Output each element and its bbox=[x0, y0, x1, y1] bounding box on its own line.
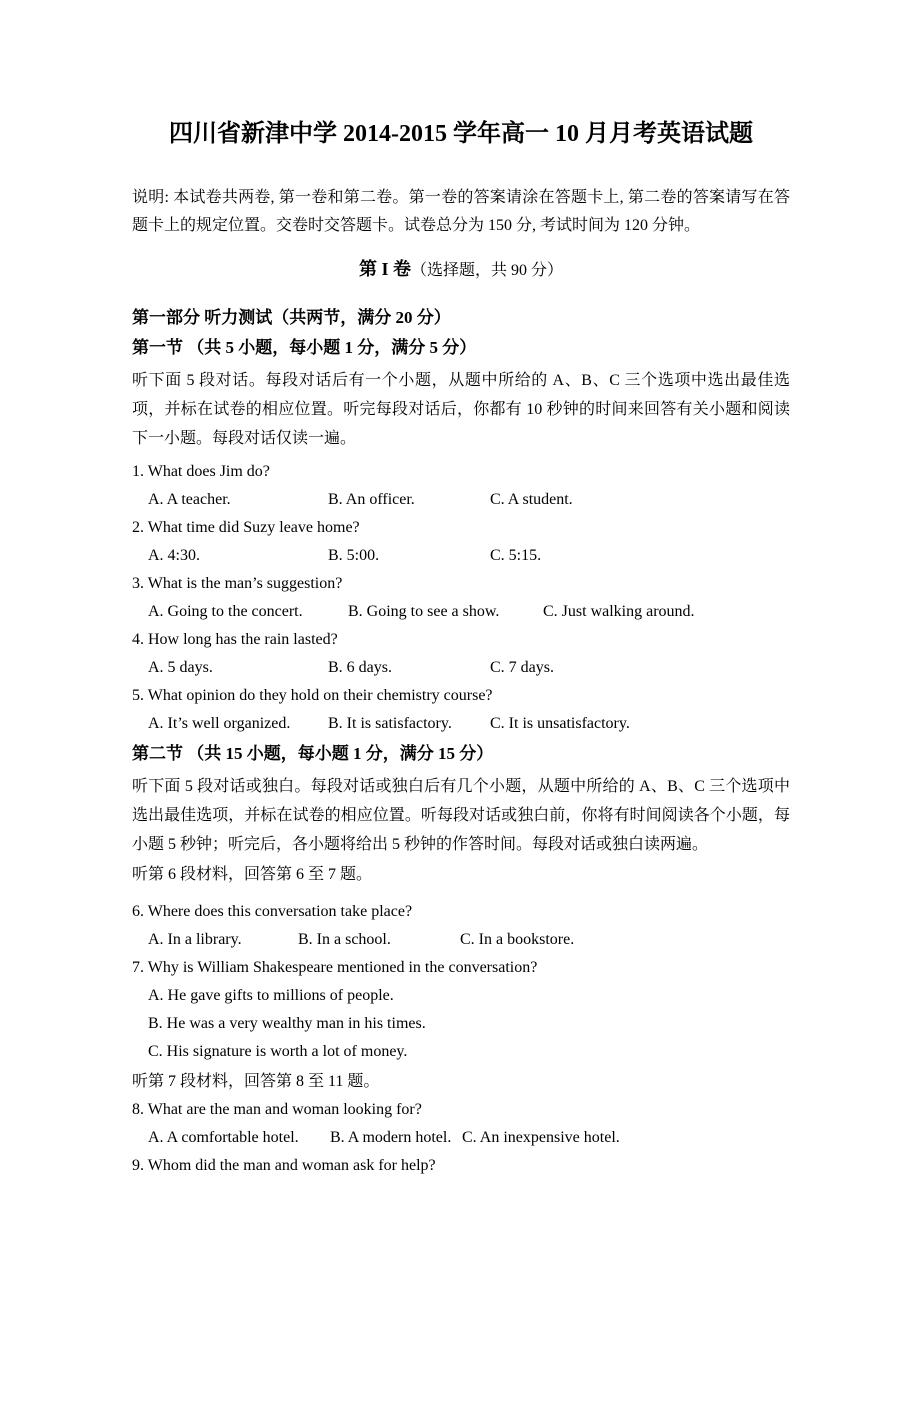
question-option: B. 5:00. bbox=[328, 547, 380, 564]
question-option: C. His signature is worth a lot of money. bbox=[148, 1043, 408, 1060]
question-option: A. It’s well organized. bbox=[148, 715, 291, 732]
question-option: C. An inexpensive hotel. bbox=[462, 1129, 620, 1146]
question-block bbox=[132, 954, 790, 1066]
question-text: 7. Why is William Shakespeare mentioned in the conversation? bbox=[132, 959, 538, 976]
question-text: 4. How long has the rain lasted? bbox=[132, 631, 338, 648]
question-options-row bbox=[132, 542, 790, 570]
question-options-row bbox=[132, 926, 790, 954]
question-block bbox=[132, 458, 790, 514]
question-option: C. 7 days. bbox=[490, 659, 554, 676]
question-option: A. Going to the concert. bbox=[148, 603, 303, 620]
question-option: B. Going to see a show. bbox=[348, 603, 500, 620]
question-options-row bbox=[132, 654, 790, 682]
question-text: 8. What are the man and woman looking for? bbox=[132, 1101, 422, 1118]
question-block bbox=[132, 1096, 790, 1152]
question-option: B. In a school. bbox=[298, 931, 391, 948]
question-option: B. A modern hotel. bbox=[330, 1129, 452, 1146]
section2-heading: 第二节 （共 15 小题，每小题 1 分，满分 15 分） bbox=[132, 744, 494, 763]
question-option: C. In a bookstore. bbox=[460, 931, 575, 948]
volume-heading-rest: （选择题，共 90 分） bbox=[411, 262, 564, 279]
section1-heading: 第一节 （共 5 小题，每小题 1 分，满分 5 分） bbox=[132, 338, 477, 357]
question-block bbox=[132, 898, 790, 954]
question-option: A. 4:30. bbox=[148, 547, 200, 564]
question-option: A. In a library. bbox=[148, 931, 242, 948]
question-option: C. A student. bbox=[490, 491, 573, 508]
question-block bbox=[132, 1152, 790, 1180]
section2-instructions: 听下面 5 段对话或独白。每段对话或独白后有几个小题，从题中所给的 A、B、C 三个选项中选出最佳选项，并标在试卷的相应位置。听每段对话或独白前，你将有时间阅读各个小题，每小题 5 秒钟；听完后，各小题将给出 5 秒钟的作答时间。每段对话或独白读两遍。 bbox=[132, 778, 790, 853]
volume-heading bbox=[132, 255, 790, 285]
section1-questions bbox=[132, 458, 790, 738]
exam-note: 说明: 本试卷共两卷, 第一卷和第二卷。第一卷的答案请涂在答题卡上, 第二卷的答案请写在答题卡上的规定位置。交卷时交答题卡。试卷总分为 150 分, 考试时间为 120 分钟。 bbox=[132, 189, 790, 234]
question-text: 6. Where does this conversation take place? bbox=[132, 903, 413, 920]
material-note: 听第 6 段材料，回答第 6 至 7 题。 bbox=[132, 866, 373, 883]
section1-instructions: 听下面 5 段对话。每段对话后有一个小题，从题中所给的 A、B、C 三个选项中选出最佳选项，并标在试卷的相应位置。听完每段对话后，你都有 10 秒钟的时间来回答有关小题和阅读下一小题。每段对话仅读一遍。 bbox=[132, 372, 790, 447]
question-options-row bbox=[132, 598, 790, 626]
material-note: 听第 7 段材料，回答第 8 至 11 题。 bbox=[132, 1073, 380, 1090]
question-block bbox=[132, 514, 790, 570]
question-text: 1. What does Jim do? bbox=[132, 463, 270, 480]
question-option: A. He gave gifts to millions of people. bbox=[148, 987, 394, 1004]
section2-groups bbox=[132, 861, 790, 1180]
part1-heading: 第一部分 听力测试（共两节，满分 20 分） bbox=[132, 308, 451, 327]
exam-paper-page bbox=[0, 114, 920, 1416]
question-option: B. He was a very wealthy man in his times. bbox=[148, 1015, 426, 1032]
question-options-row bbox=[132, 710, 790, 738]
question-option: A. 5 days. bbox=[148, 659, 213, 676]
question-block bbox=[132, 570, 790, 626]
page-title: 四川省新津中学 2014-2015 学年高一 10 月月考英语试题 bbox=[169, 121, 753, 147]
question-block bbox=[132, 626, 790, 682]
question-option: C. It is unsatisfactory. bbox=[490, 715, 630, 732]
question-option: B. An officer. bbox=[328, 491, 415, 508]
question-option: C. 5:15. bbox=[490, 547, 542, 564]
question-text: 5. What opinion do they hold on their chemistry course? bbox=[132, 687, 493, 704]
question-option: C. Just walking around. bbox=[543, 603, 695, 620]
question-option: A. A comfortable hotel. bbox=[148, 1129, 299, 1146]
question-block bbox=[132, 682, 790, 738]
question-text: 2. What time did Suzy leave home? bbox=[132, 519, 360, 536]
question-text: 3. What is the man’s suggestion? bbox=[132, 575, 343, 592]
question-option: B. It is satisfactory. bbox=[328, 715, 452, 732]
question-option: A. A teacher. bbox=[148, 491, 231, 508]
question-options-row bbox=[132, 486, 790, 514]
volume-heading-bold: 第 I 卷 bbox=[358, 259, 411, 279]
question-text: 9. Whom did the man and woman ask for help? bbox=[132, 1157, 436, 1174]
question-option: B. 6 days. bbox=[328, 659, 392, 676]
question-options-row bbox=[132, 1124, 790, 1152]
